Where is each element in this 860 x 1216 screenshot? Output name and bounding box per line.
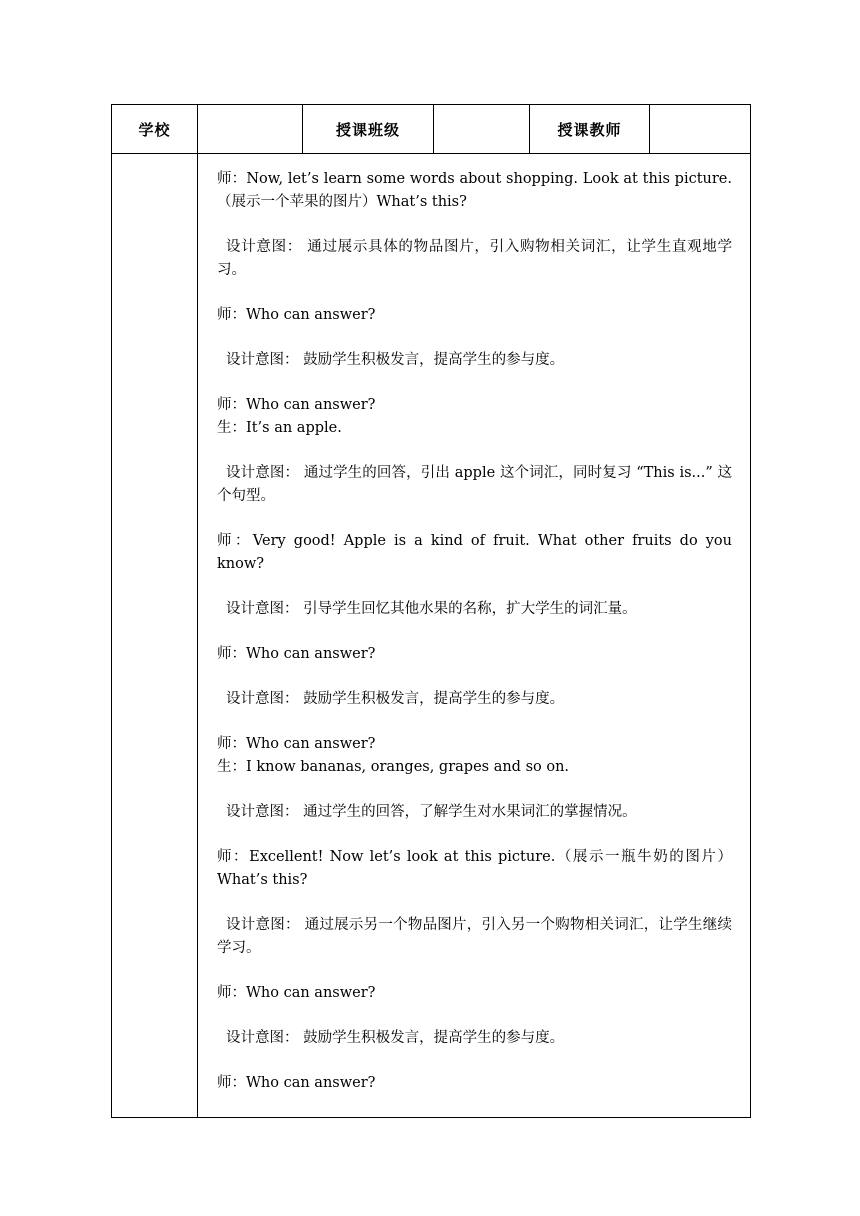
design-intent-paragraph xyxy=(217,462,732,508)
school-label-cell xyxy=(112,105,198,154)
design-intent-paragraph xyxy=(217,349,732,372)
design-intent-text: 设计意图： 鼓励学生积极发言，提高学生的参与度。 xyxy=(226,352,565,368)
content-row xyxy=(112,154,751,1118)
design-intent-text: 设计意图： 鼓励学生积极发言，提高学生的参与度。 xyxy=(226,1030,565,1046)
dialogue-paragraph xyxy=(217,643,732,666)
design-intent-text: 设计意图： 通过展示具体的物品图片，引入购物相关词汇，让学生直观地学习。 xyxy=(217,239,732,278)
dialogue-line: 师：Who can answer? xyxy=(217,985,376,1001)
lesson-content-cell xyxy=(198,154,751,1118)
dialogue-line: 生：I know bananas, oranges, grapes and so on. xyxy=(217,759,570,775)
dialogue-line: 师：Now, let’s learn some words about shopping. Look at this picture.（展示一个苹果的图片）What’s this? xyxy=(217,171,732,210)
design-intent-paragraph xyxy=(217,598,732,621)
design-intent-text: 设计意图： 通过学生的回答，引出 apple 这个词汇，同时复习 “This is...” 这个句型。 xyxy=(217,465,732,504)
dialogue-line: 师：Excellent! Now let’s look at this picture.（展示一瓶牛奶的图片）What’s this? xyxy=(217,849,732,888)
class-value-cell xyxy=(434,105,530,154)
dialogue-line: 师：Who can answer? xyxy=(217,646,376,662)
design-intent-text: 设计意图： 通过展示另一个物品图片，引入另一个购物相关词汇，让学生继续学习。 xyxy=(217,917,732,956)
design-intent-paragraph xyxy=(217,914,732,960)
class-label-cell xyxy=(303,105,434,154)
dialogue-paragraph xyxy=(217,1072,732,1095)
lesson-plan-table xyxy=(111,104,751,1118)
dialogue-line: 师：Who can answer? xyxy=(217,397,376,413)
header-row xyxy=(112,105,751,154)
dialogue-line: 师：Who can answer? xyxy=(217,1075,376,1091)
design-intent-paragraph xyxy=(217,1027,732,1050)
dialogue-line: 师：Who can answer? xyxy=(217,307,376,323)
design-intent-paragraph xyxy=(217,688,732,711)
dialogue-line: 师：Who can answer? xyxy=(217,736,376,752)
left-empty-cell xyxy=(112,154,198,1118)
dialogue-paragraph xyxy=(217,846,732,892)
teacher-label-cell xyxy=(530,105,650,154)
dialogue-line: 师：Very good! Apple is a kind of fruit. What other fruits do you know? xyxy=(217,533,732,572)
lesson-content xyxy=(217,168,732,1095)
school-value-cell xyxy=(198,105,303,154)
dialogue-paragraph xyxy=(217,733,732,779)
design-intent-paragraph xyxy=(217,236,732,282)
dialogue-paragraph xyxy=(217,530,732,576)
design-intent-text: 设计意图： 通过学生的回答，了解学生对水果词汇的掌握情况。 xyxy=(226,804,637,820)
teacher-value-cell xyxy=(650,105,751,154)
class-label: 授课班级 xyxy=(335,120,400,139)
dialogue-paragraph xyxy=(217,168,732,214)
design-intent-text: 设计意图： 鼓励学生积极发言，提高学生的参与度。 xyxy=(226,691,565,707)
dialogue-paragraph xyxy=(217,304,732,327)
dialogue-paragraph xyxy=(217,394,732,440)
dialogue-line: 生：It’s an apple. xyxy=(217,420,342,436)
school-label: 学校 xyxy=(138,120,171,139)
design-intent-paragraph xyxy=(217,801,732,824)
dialogue-paragraph xyxy=(217,982,732,1005)
teacher-label: 授课教师 xyxy=(557,120,622,139)
design-intent-text: 设计意图： 引导学生回忆其他水果的名称，扩大学生的词汇量。 xyxy=(226,601,637,617)
